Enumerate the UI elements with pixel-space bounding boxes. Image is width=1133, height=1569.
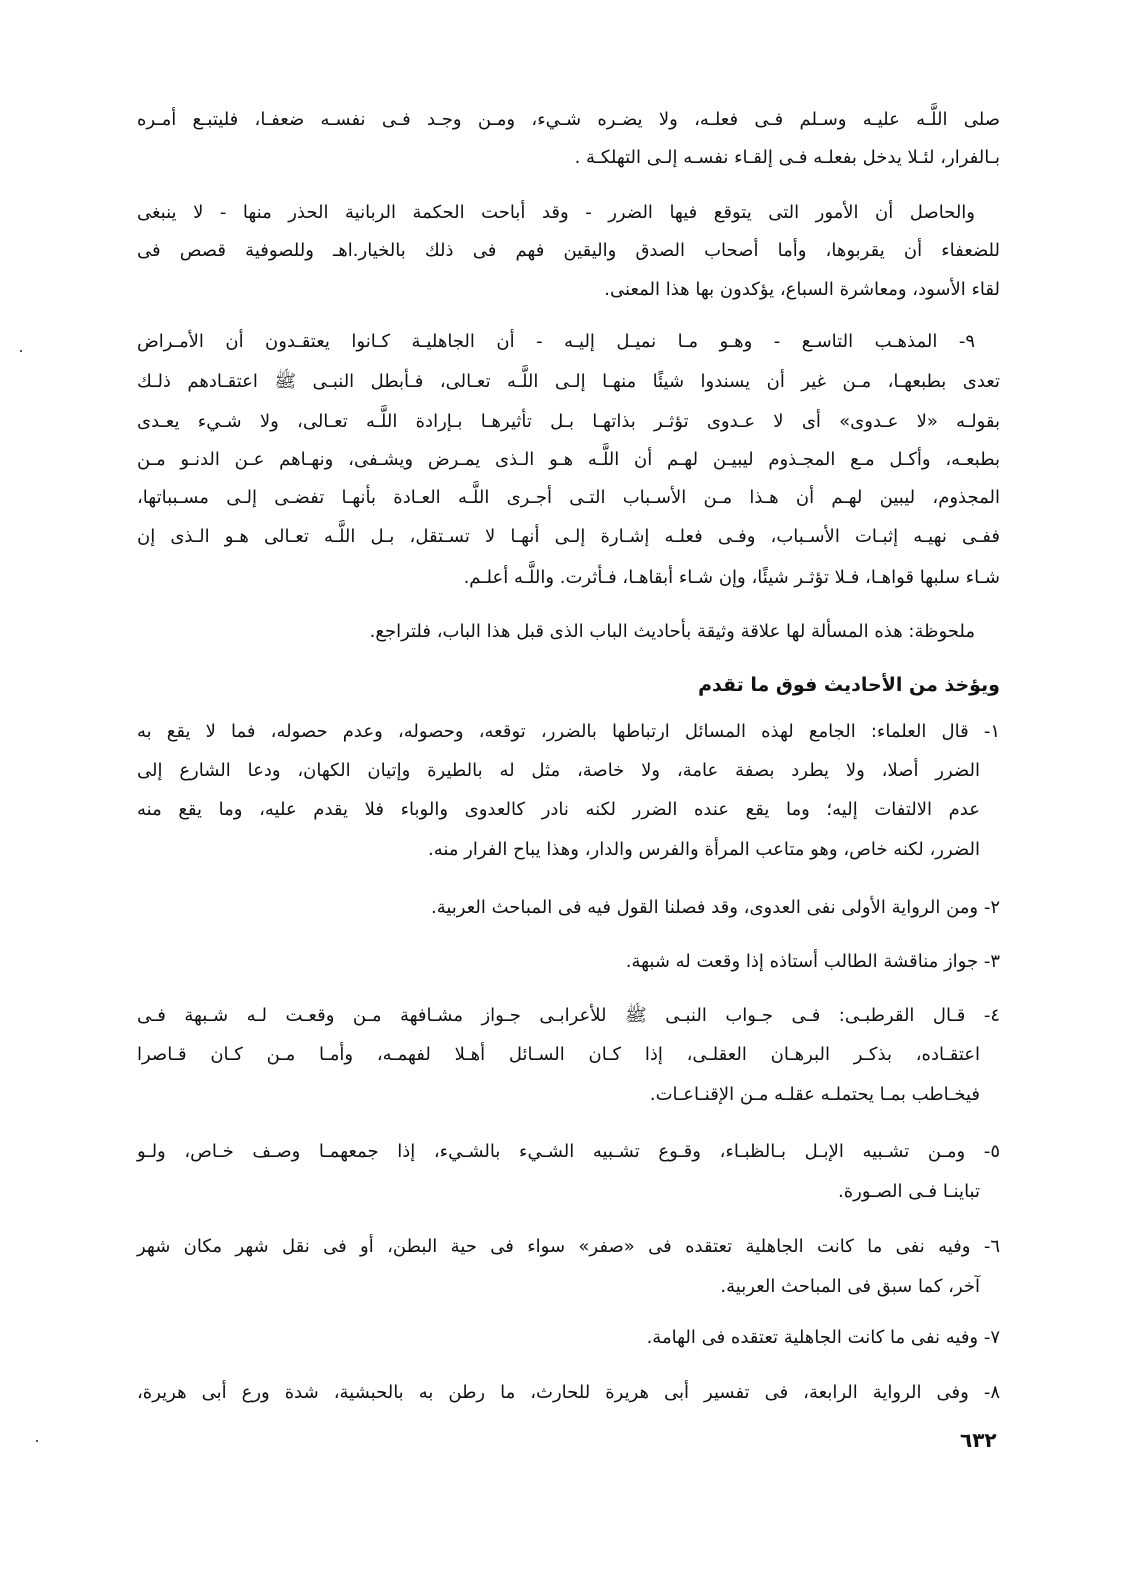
text-line: آخر، كما سبق فى المباحث العربية. <box>720 1276 980 1297</box>
page-number: ٦٣٢ <box>960 1428 997 1452</box>
text-line: والحاصل أن الأمور التى يتوقع فيها الضرر - وقد أباحت الحكمة الربانية الحذر منها - لا ينبغى <box>137 202 975 223</box>
list-item: ٢- ومن الرواية الأولى نفى العدوى، وقد فصلنا القول فيه فى المباحث العربية. <box>430 897 1000 918</box>
text-line: لقاء الأسود، ومعاشرة السباع، يؤكدون بها هذا المعنى. <box>604 279 1000 300</box>
list-item: ٥- ومـن تشـبيه الإبـل بـالظبـاء، وقـوع تشـبيه الشـيء بالشـيء، إذا جمعهمـا وصـف خـاص، ولـو <box>137 1141 1000 1162</box>
scan-speck <box>20 350 22 352</box>
text-line: ففـى نهيـه إثبـات الأسـباب، وفـى فعلـه إشـارة إلـى أنهـا لا تسـتقل، بـل اللَّـه تعـالى هـو الـذى إن <box>137 526 1000 547</box>
text-line: بطبعـه، وأكـل مـع المجـذوم ليبيـن لهـم أن اللَّـه هـو الـذى يمـرض ويشـفى، ونهـاهم عـن الدنـو مـن <box>137 449 1000 470</box>
text-line: الضرر أصلا، ولا يطرد بصفة عامة، ولا خاصة، مثل له بالطيرة وإتيان الكهان، ودعا الشارع إلى <box>137 760 980 781</box>
text-line: بـالفرار، لئـلا يدخل بفعلـه فـى إلقـاء نفسـه إلـى التهلكـة . <box>574 147 1000 168</box>
scan-speck <box>36 1440 38 1442</box>
list-item: ٤- قـال القرطبـى: فـى جـواب النبـى ﷺ للأعرابـى جـواز مشـافهة مـن وقعـت لـه شـبهة فـى <box>137 1005 1000 1026</box>
text-line: المجذوم، ليبين لهـم أن هـذا مـن الأسـباب التـى أجـرى اللَّـه العـادة بأنهـا تفضـى إلـى مسـبباتها، <box>137 487 1000 508</box>
text-line: صلى اللَّـه عليـه وسـلم فـى فعلـه، ولا يضـره شـيء، ومـن وجـد فـى نفسـه ضعفـا، فليتبـع أمـره <box>137 109 1000 130</box>
text-line: بقولـه «لا عـدوى» أى لا عـدوى تؤثـر بذاتهـا بـل تأثيرهـا بـإرادة اللَّـه تعـالى، ولا شـيء يعـدى <box>137 411 1000 432</box>
section-heading: ويؤخذ من الأحاديث فوق ما تقدم <box>698 674 1000 696</box>
note: ملحوظة: هذه المسألة لها علاقة وثيقة بأحاديث الباب الذى قبل هذا الباب، فلتراجع. <box>369 621 975 642</box>
list-item: ١- قال العلماء: الجامع لهذه المسائل ارتباطها بالضرر، توقعه، وحصوله، وعدم حصوله، فما لا يقع به <box>137 721 1000 742</box>
text-line: تباينـا فـى الصـورة. <box>838 1181 980 1202</box>
text-line: عدم الالتفات إليه؛ وما يقع عنده الضرر لكنه نادر كالعدوى والوباء فلا يقدم عليه، وما يقع منه <box>137 799 980 820</box>
list-item: ٣- جواز مناقشة الطالب أستاذه إذا وقعت له شبهة. <box>625 951 1000 972</box>
text-line: اعتقـاده، بذكـر البرهـان العقلـى، إذا كـان السـائل أهـلا لفهمـه، وأمـا مـن كـان قـاصرا <box>137 1044 980 1065</box>
list-item: ٧- وفيه نفى ما كانت الجاهلية تعتقده فى الهامة. <box>646 1327 1000 1348</box>
text-line: للضعفاء أن يقربوها، وأما أصحاب الصدق واليقين فهم فى ذلك بالخيار.اهـ وللصوفية قصص فى <box>137 240 1000 261</box>
text-line: ٩- المذهـب التاسـع - وهـو مـا نميـل إليـه - أن الجاهليـة كـانوا يعتقـدون أن الأمـراض <box>137 331 975 352</box>
text-line: فيخـاطب بمـا يحتملـه عقلـه مـن الإقنـاعـات. <box>649 1084 980 1105</box>
text-line: تعدى بطبعهـا، مـن غير أن يسندوا شيئًا منهـا إلـى اللَّـه تعـالى، فـأبطل النبـى ﷺ اعتقـادهم ذلـك <box>137 371 1000 392</box>
list-item: ٨- وفى الرواية الرابعة، فى تفسير أبى هريرة للحارث، ما رطن به بالحبشية، شدة ورع أبى هريرة، <box>137 1382 1000 1403</box>
text-line: الضرر، لكنه خاص، وهو متاعب المرأة والفرس والدار، وهذا يباح الفرار منه. <box>427 839 980 860</box>
list-item: ٦- وفيه نفى ما كانت الجاهلية تعتقده فى «صفر» سواء فى حية البطن، أو فى نقل شهر مكان شهر <box>137 1236 1000 1257</box>
text-line: شـاء سلبها قواهـا، فـلا تؤثـر شيئًا، وإن شـاء أبقاهـا، فـأثرت. واللَّـه أعلـم. <box>463 567 1000 588</box>
